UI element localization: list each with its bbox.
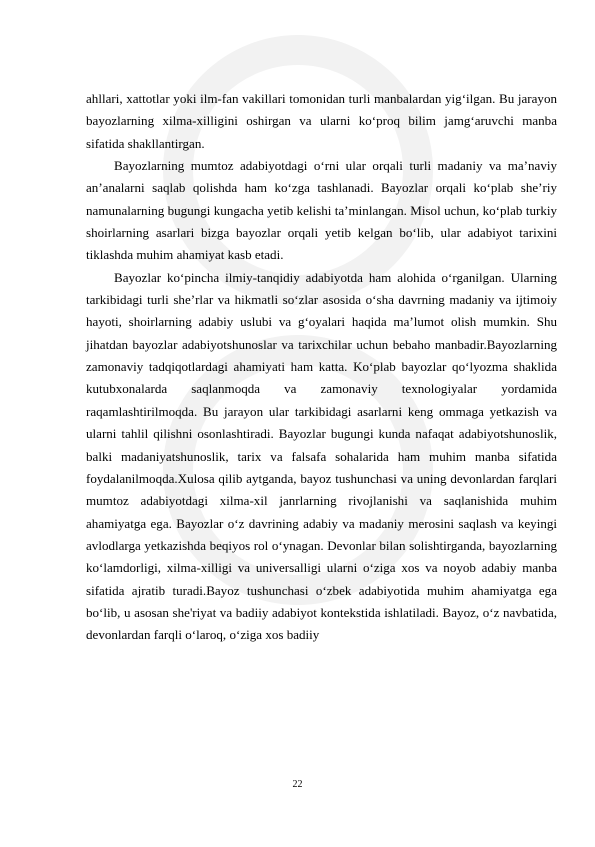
page-number: 22 — [292, 779, 303, 790]
body-text — [86, 88, 557, 647]
paragraph-continuation: ahllari, xattotlar yoki ilm-fan vakillari tomonidan turli manbalardan yig‘ilgan. Bu jarayon bayozlarning xilma-xilligini oshirgan va ularni ko‘proq bilim jamg‘aruvchi manba sifatida shakllantirgan. — [86, 91, 557, 151]
paragraph-ilmiy-tanqidiy: Bayozlar ko‘pincha ilmiy-tanqidiy adabiyotda ham alohida o‘rganilgan. Ularning tarkibidagi turli she’rlar va hikmatli so‘zlar asosida o‘sha davrning madaniy va ijtimoiy hayoti, shoirlarning adabiy uslubi va g‘oyalari haqida ma’lumot olish mumkin. Shu jihatdan bayozlar adabiyotshunoslar va tarixchilar uchun bebaho manbadir.Bayozlarning zamonaviy tadqiqotlardagi ahamiyati ham katta. Ko‘plab bayozlar qo‘lyozma shaklida kutubxonalarda saqlanmoqda va zamonaviy texnologiyalar yordamida raqamlashtirilmoqda. Bu jarayon ular tarkibidagi asarlarni keng ommaga yetkazish va ularni tahlil qilishni osonlashtiradi. Bayozlar bugungi kunda nafaqat adabiyotshunoslik, balki madaniyatshunoslik, tarix va falsafa sohalarida ham muhim manba sifatida foydalanilmoqda.Xulosa qilib aytganda, bayoz tushunchasi va uning devonlardan farqlari mumtoz adabiyotdagi xilma-xil janrlarning rivojlanishi va saqlanishida muhim ahamiyatga ega. Bayozlar o‘z davrining adabiy va madaniy merosini saqlash va keyingi avlodlarga yetkazishda beqiyos rol o‘ynagan. Devonlar bilan solishtirganda, bayozlarning ko‘lamdorligi, xilma-xilligi va universalligi ularni o‘ziga xos va noyob adabiy manba sifatida ajratib turadi.Bayoz tushunchasi o‘zbek adabiyotida muhim ahamiyatga ega bo‘lib, u asosan she'riyat va badiiy adabiyot kontekstida ishlatiladi. Bayoz, o‘z navbatida, devonlardan farqli o‘laroq, o‘ziga xos badiiy — [86, 269, 557, 643]
paragraph-mumtoz-orni: Bayozlarning mumtoz adabiyotdagi o‘rni ular orqali turli madaniy va ma’naviy an’analarni saqlab qolishda ham ko‘zga tashlanadi. Bayozlar orqali ko‘plab she’riy namunalarning bugungi kungacha yetib kelishi ta’minlangan. Misol uchun, ko‘plab turkiy shoirlarning asarlari bizga bayozlar orqali yetib kelgan bo‘lib, ular adabiyot tarixini tiklashda muhim ahamiyat kasb etadi. — [86, 158, 557, 263]
